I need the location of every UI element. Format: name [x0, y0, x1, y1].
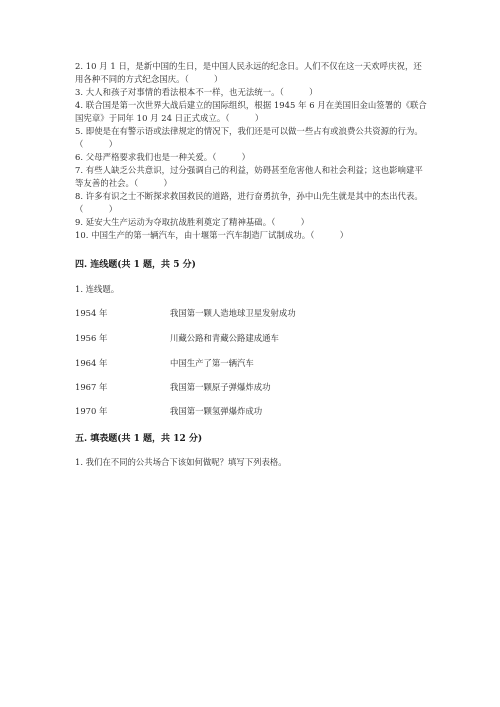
section-5-title: 五. 填表题(共 1 题，共 12 分) — [75, 434, 203, 444]
match-year: 1970 年 — [75, 406, 108, 416]
judgement-question-7: 7. 有些人缺乏公共意识，过分强调自己的利益，妨碍甚至危害他人和社会利益；这也影响建平等友善的社会。（ ） — [75, 165, 423, 188]
match-row — [75, 381, 395, 393]
judgement-question-4: 4. 联合国是第一次世界大战后建立的国际组织，根据 1945 年 6 月在美国旧金山签署的《联合国宪章》于同年 10 月 24 日正式成立。（ ） — [75, 100, 427, 123]
judgement-question-9: 9. 延安大生产运动为夺取抗战胜利奠定了精神基础。（ ） — [75, 217, 310, 227]
section-4-question: 1. 连线题。 — [75, 284, 120, 294]
match-event: 川藏公路和青藏公路建成通车 — [170, 333, 279, 343]
match-year: 1954 年 — [75, 308, 108, 318]
match-year: 1956 年 — [75, 333, 108, 343]
match-year: 1964 年 — [75, 358, 108, 368]
judgement-question-3: 3. 大人和孩子对事情的看法根本不一样，也无法统一。（ ） — [75, 87, 318, 97]
section-4-title: 四. 连线题(共 1 题，共 5 分) — [75, 260, 196, 270]
match-row — [75, 357, 395, 369]
match-event: 我国第一颗原子弹爆炸成功 — [170, 382, 271, 392]
match-event: 我国第一颗人造地球卫星发射成功 — [170, 308, 296, 318]
section-5-question: 1. 我们在不同的公共场合下该如何做呢？填写下列表格。 — [75, 457, 287, 467]
match-row — [75, 332, 395, 344]
judgement-question-2: 2. 10 月 1 日，是新中国的生日，是中国人民永远的纪念日。人们不仅在这一天欢呼庆祝，还用各种不同的方式纪念国庆。（ ） — [75, 61, 422, 84]
match-event: 我国第一颗氢弹爆炸成功 — [170, 406, 263, 416]
match-row — [75, 307, 395, 319]
judgement-question-6: 6. 父母严格要求我们也是一种关爱。（ ） — [75, 152, 251, 162]
judgement-question-5: 5. 即使是在有警示语或法律规定的情况下，我们还是可以做一些占有或浪费公共资源的行为。（ ） — [75, 126, 423, 149]
match-year: 1967 年 — [75, 382, 108, 392]
match-row — [75, 405, 395, 417]
judgement-question-10: 10. 中国生产的第一辆汽车，由十堰第一汽车制造厂试制成功。（ ） — [75, 230, 349, 240]
match-event: 中国生产了第一辆汽车 — [170, 358, 254, 368]
judgement-question-8: 8. 许多有识之士不断探求救国救民的道路，进行奋勇抗争，孙中山先生就是其中的杰出代表。（ ） — [75, 191, 423, 214]
